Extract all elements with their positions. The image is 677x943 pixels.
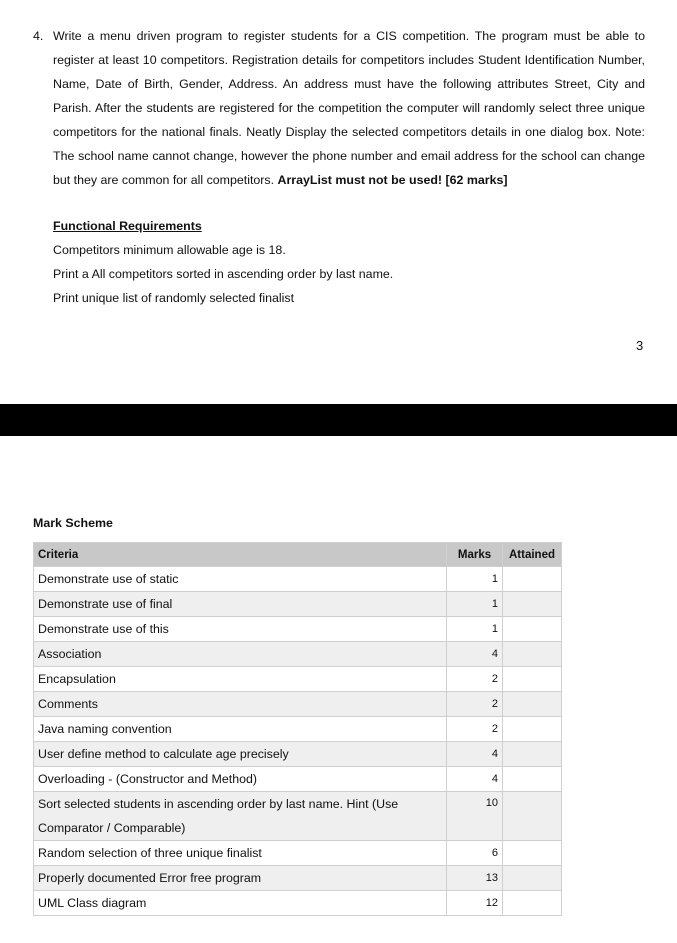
attained-cell [503, 642, 562, 667]
attained-cell [503, 767, 562, 792]
attained-cell [503, 592, 562, 617]
criteria-cell: Properly documented Error free program [34, 866, 447, 891]
criteria-cell: Encapsulation [34, 667, 447, 692]
attained-cell [503, 692, 562, 717]
table-row [34, 717, 562, 742]
marks-cell: 2 [447, 667, 503, 692]
question-number: 4. [33, 29, 44, 43]
table-row [34, 841, 562, 866]
marks-cell: 2 [447, 717, 503, 742]
criteria-cell: UML Class diagram [34, 891, 447, 916]
marks-cell: 4 [447, 742, 503, 767]
attained-cell [503, 742, 562, 767]
table-row [34, 767, 562, 792]
mark-scheme-table [33, 542, 562, 916]
functional-requirements-title: Functional Requirements [53, 219, 202, 233]
criteria-cell: Random selection of three unique finalist [34, 841, 447, 866]
criteria-cell: Association [34, 642, 447, 667]
criteria-cell: Demonstrate use of final [34, 592, 447, 617]
question-bold-note: ArrayList must not be used! [62 marks] [277, 173, 508, 187]
criteria-cell: Comments [34, 692, 447, 717]
table-row [34, 592, 562, 617]
table-header-row [34, 543, 562, 567]
criteria-cell: User define method to calculate age precisely [34, 742, 447, 767]
criteria-cell: Demonstrate use of this [34, 617, 447, 642]
header-attained: Attained [503, 543, 562, 567]
attained-cell [503, 667, 562, 692]
table-row [34, 642, 562, 667]
criteria-cell: Sort selected students in ascending order by last name. Hint (Use Comparator / Comparable) [34, 792, 447, 841]
marks-cell: 4 [447, 767, 503, 792]
marks-cell: 2 [447, 692, 503, 717]
marks-cell: 4 [447, 642, 503, 667]
requirement-item: Competitors minimum allowable age is 18. [53, 243, 286, 257]
header-criteria: Criteria [34, 543, 447, 567]
table-row [34, 792, 562, 841]
marks-cell: 1 [447, 617, 503, 642]
header-marks: Marks [447, 543, 503, 567]
attained-cell [503, 567, 562, 592]
marks-cell: 1 [447, 567, 503, 592]
page-number: 3 [636, 338, 644, 353]
marks-cell: 6 [447, 841, 503, 866]
table-row [34, 692, 562, 717]
table-row [34, 617, 562, 642]
attained-cell [503, 792, 562, 841]
requirement-item: Print a All competitors sorted in ascending order by last name. [53, 267, 394, 281]
table-row [34, 742, 562, 767]
question-text [53, 24, 645, 192]
functional-requirements [53, 214, 393, 310]
attained-cell [503, 866, 562, 891]
marks-cell: 12 [447, 891, 503, 916]
mark-scheme-title: Mark Scheme [33, 516, 113, 530]
table-row [34, 891, 562, 916]
question-body: Write a menu driven program to register students for a CIS competition. The program must be able to register at least 10 competitors. Registration details for competitors includes Student Identification Number, Name, Date of Birth, Gender, Address. An address must have the following attributes Street, City and Parish. After the students are registered for the competition the computer will randomly select three unique competitors for the national finals. Neatly Display the selected competitors details in one dialog box. Note: The school name cannot change, however the phone number and email address for the school can change but they are common for all competitors. [53, 29, 645, 187]
page-separator-band [0, 404, 677, 436]
criteria-cell: Java naming convention [34, 717, 447, 742]
attained-cell [503, 717, 562, 742]
requirement-item: Print unique list of randomly selected finalist [53, 291, 295, 305]
attained-cell [503, 841, 562, 866]
table-row [34, 667, 562, 692]
marks-cell: 13 [447, 866, 503, 891]
criteria-cell: Overloading - (Constructor and Method) [34, 767, 447, 792]
attained-cell [503, 617, 562, 642]
table-row [34, 866, 562, 891]
marks-cell: 10 [447, 792, 503, 841]
question-4 [33, 24, 645, 192]
attained-cell [503, 891, 562, 916]
criteria-cell: Demonstrate use of static [34, 567, 447, 592]
table-row [34, 567, 562, 592]
marks-cell: 1 [447, 592, 503, 617]
